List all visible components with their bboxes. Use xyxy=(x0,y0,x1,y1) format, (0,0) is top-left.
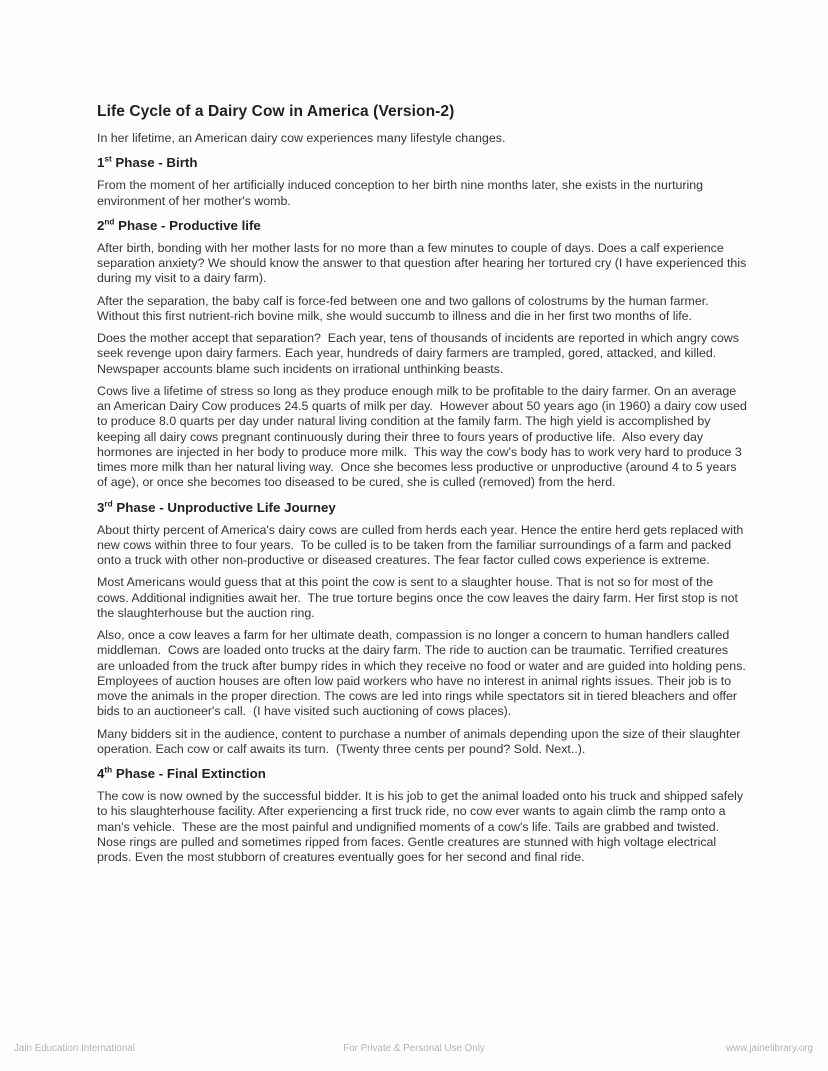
phase-1-ordinal-suffix: st xyxy=(104,154,112,164)
phase-1-heading xyxy=(97,155,747,170)
paragraph: Does the mother accept that separation? Each year, tens of thousands of incidents are reported in which angry cows seek revenge upon dairy farmers. Each year, hundreds of dairy farmers are trampled, gored, attacked, and killed. Newspaper accounts blame such incidents on irrational unthinking beasts. xyxy=(97,331,743,376)
paragraph: Also, once a cow leaves a farm for her ultimate death, compassion is no longer a concern to human handlers called middleman. Cows are loaded onto trucks at the dairy farm. The ride to auction can be traumatic. Terrified creatures are unloaded from the truck after bumpy rides in which they receive no food or water and are guided into holding pens. Employees of auction houses are often low paid workers who have no interest in animal rights issues. Their job is to move the animals in the proper direction. The cows are led into rings while spectators sit in tiered bleachers and offer bids to an auctioneer's call. (I have visited such auctioning of cows places). xyxy=(97,628,750,719)
phase-3-heading-text: Phase - Unproductive Life Journey xyxy=(112,499,336,515)
paragraph: Cows live a lifetime of stress so long as they produce enough milk to be profitable to the dairy farmer. On an average an American Dairy Cow produces 24.5 quarts of milk per day. However about 50 years ago (in 1960) a dairy cow used to produce 8.0 quarts per day under natural living condition at the family farm. The high yield is accomplished by keeping all dairy cows pregnant continuously during their three to fours years of productive life. Also every day hormones are injected in her body to produce more milk. This way the cow's body has to work very hard to produce 3 times more milk than her natural living way. Once she becomes less productive or unproductive (around 4 to 5 years of age), or once she becomes too diseased to be cured, she is culled (removed) from the herd. xyxy=(97,383,751,490)
phase-3-heading xyxy=(97,500,747,515)
footer-website: www.jainelibrary.org xyxy=(726,1043,813,1054)
phase-2-number: 2 xyxy=(97,217,105,233)
phase-3-ordinal-suffix: rd xyxy=(104,499,113,509)
footer-publisher: Jain Education International xyxy=(14,1043,135,1054)
phase-2-ordinal-suffix: nd xyxy=(104,217,115,227)
paragraph: From the moment of her artificially induced conception to her birth nine months later, she exists in the nurturing environment of her mother's womb. xyxy=(97,178,707,208)
paragraph: Most Americans would guess that at this point the cow is sent to a slaughter house. That is not so for most of the cows. Additional indignities await her. The true torture begins once the cow leaves the dairy farm. Her first stop is not the slaughterhouse but the auction ring. xyxy=(97,575,742,620)
phase-4-heading xyxy=(97,766,747,781)
phase-1-number: 1 xyxy=(97,155,105,171)
phase-3-number: 3 xyxy=(97,499,105,515)
phase-2-heading-text: Phase - Productive life xyxy=(114,217,261,233)
phase-2-heading xyxy=(97,218,747,233)
phase-4-heading-text: Phase - Final Extinction xyxy=(112,766,266,781)
footer-usage-note: For Private & Personal Use Only xyxy=(343,1043,485,1054)
phase-4-number: 4 xyxy=(97,766,105,781)
paragraph: After birth, bonding with her mother lasts for no more than a few minutes to couple of days. Does a calf experience separation anxiety? We should know the answer to that question after hearing her tortured cry (I have experienced this during my visit to a dairy farm). xyxy=(97,240,750,286)
phase-4-ordinal-suffix: th xyxy=(104,765,113,775)
page-footer xyxy=(0,1043,828,1057)
intro-paragraph: In her lifetime, an American dairy cow experiences many lifestyle changes. xyxy=(97,131,506,145)
paragraph: The cow is now owned by the successful bidder. It is his job to get the animal loaded onto his truck and shipped safely to his slaughterhouse facility. After experiencing a first truck ride, no cow ever wants to again climb the ramp onto a man's vehicle. These are the most painful and undignified moments of a cow's life. Tails are grabbed and twisted. Nose rings are pulled and sometimes ripped from faces. Gentle creatures are stunned with high voltage electrical prods. Even the most stubborn of creatures eventually goes for her second and final ride. xyxy=(97,789,747,864)
phase-1-heading-text: Phase - Birth xyxy=(111,155,198,171)
document-title: Life Cycle of a Dairy Cow in America (Version-2) xyxy=(97,103,455,120)
paragraph: About thirty percent of America's dairy cows are culled from herds each year. Hence the entire herd gets replaced with new cows within three to four years. To be culled is to be taken from the familiar surroundings of a farm and packed onto a truck with other non-productive or diseased creatures. The fear factor culled cows experience is extreme. xyxy=(97,522,747,567)
document-content xyxy=(97,103,751,872)
paragraph: Many bidders sit in the audience, content to purchase a number of animals depending upon the size of their slaughter operation. Each cow or calf awaits its turn. (Twenty three cents per pound? Sold. Next..). xyxy=(97,726,744,756)
paragraph: After the separation, the baby calf is force-fed between one and two gallons of colostrums by the human farmer. Without this first nutrient-rich bovine milk, she would succumb to illness and die in her first two months of life. xyxy=(97,293,713,323)
